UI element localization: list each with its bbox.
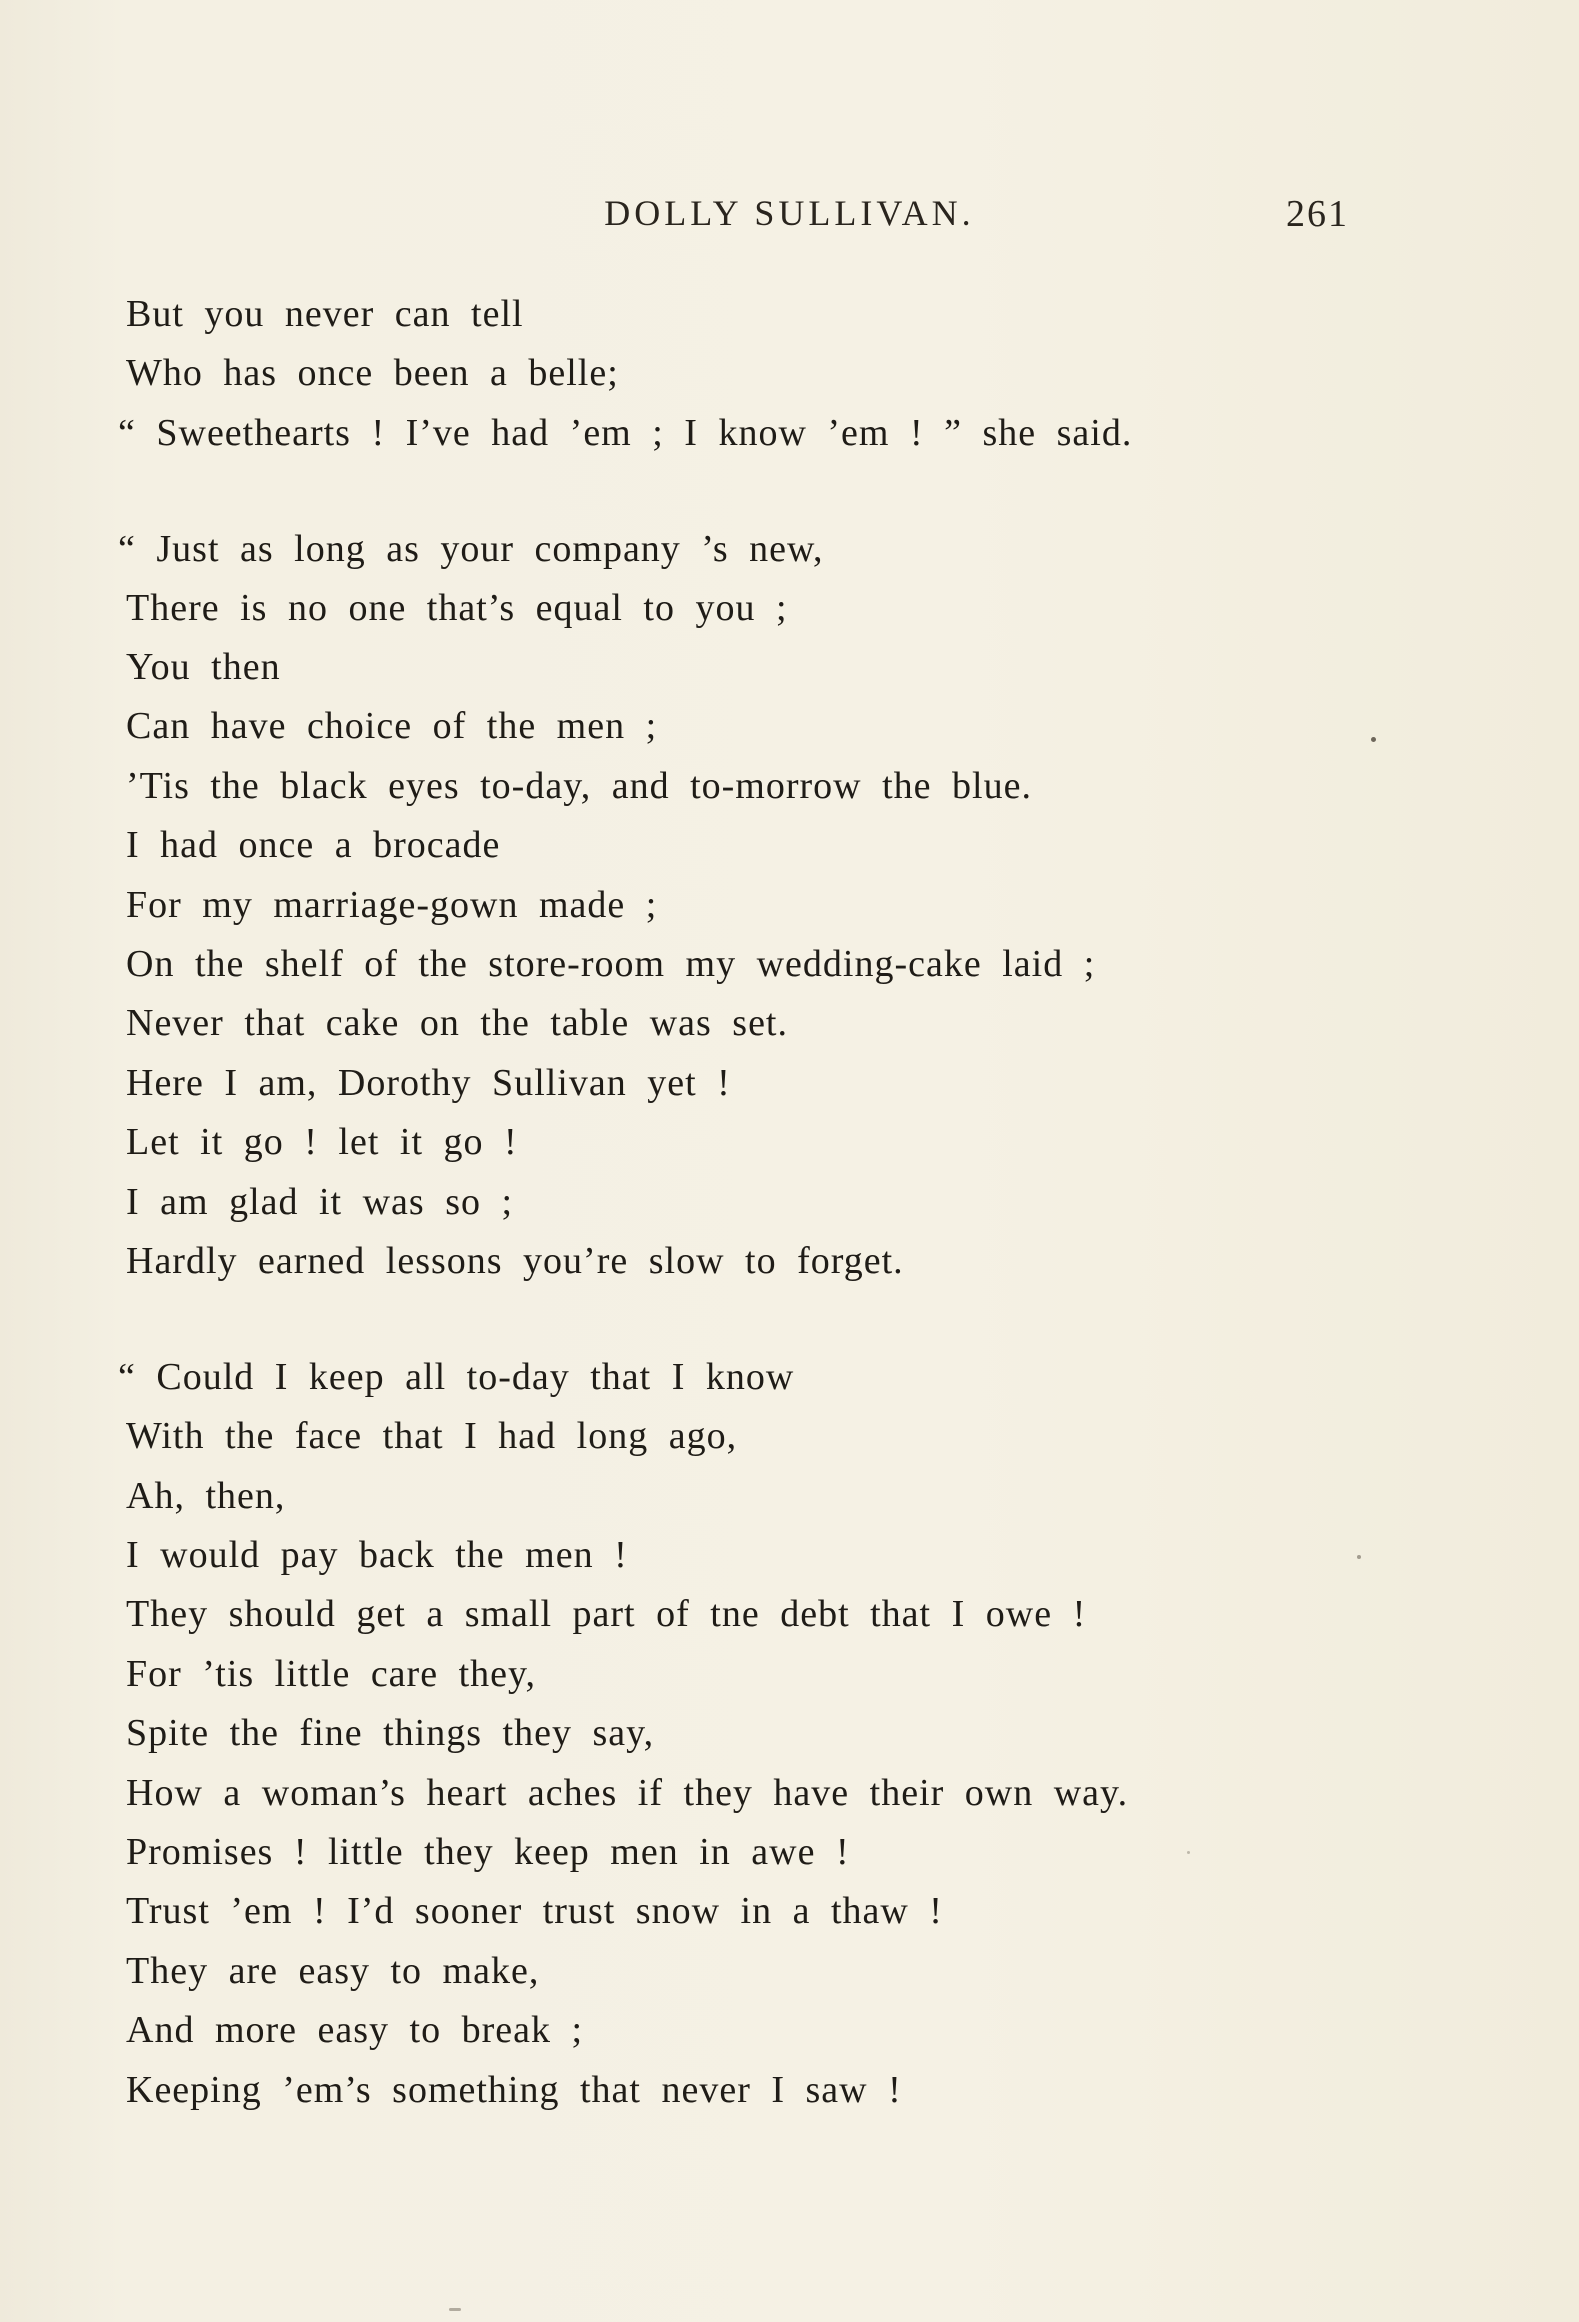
poem-line: Can have choice of the men ; [126, 705, 658, 747]
poem-line: “ Could I keep all to-day that I know [118, 1356, 795, 1398]
poem-line: I am glad it was so ; [126, 1181, 514, 1223]
paper-speck [1357, 1555, 1361, 1559]
poem-line: “ Just as long as your company ’s new, [118, 528, 824, 570]
poem-line: ’Tis the black eyes to-day, and to-morrow the blue. [126, 765, 1032, 807]
poem-line: How a woman’s heart aches if they have their own way. [126, 1772, 1129, 1814]
paper-speck [1187, 1851, 1190, 1854]
poem-line: Let it go ! let it go ! [126, 1121, 518, 1163]
poem-line: Ah, then, [126, 1475, 286, 1517]
poem-line: For ’tis little care they, [126, 1653, 537, 1695]
poem-line: Promises ! little they keep men in awe ! [126, 1831, 850, 1873]
poem-line: Spite the fine things they say, [126, 1712, 655, 1754]
poem-line: I had once a brocade [126, 824, 501, 866]
paper-speck [1371, 737, 1376, 742]
poem-line: Never that cake on the table was set. [126, 1002, 788, 1044]
poem-line: You then [126, 646, 281, 688]
paper-speck [449, 2308, 461, 2311]
poem-line: They are easy to make, [126, 1950, 540, 1992]
poem-line: For my marriage-gown made ; [126, 884, 658, 926]
poem-line: On the shelf of the store-room my wedding-cake laid ; [126, 943, 1096, 985]
poem-line: I would pay back the men ! [126, 1534, 628, 1576]
running-head-title: DOLLY SULLIVAN. [604, 193, 975, 233]
poem-line: But you never can tell [126, 293, 524, 335]
poem-line: “ Sweethearts ! I’ve had ’em ; I know ’em ! ” she said. [118, 412, 1133, 454]
poem-line: And more easy to break ; [126, 2009, 584, 2051]
poem-line: Who has once been a belle; [126, 352, 619, 394]
poem-line: Trust ’em ! I’d sooner trust snow in a thaw ! [126, 1890, 943, 1932]
page-number: 261 [1286, 193, 1349, 235]
poem-line: Keeping ’em’s something that never I saw ! [126, 2069, 902, 2111]
poem-line: There is no one that’s equal to you ; [126, 587, 788, 629]
poem-line: They should get a small part of tne debt that I owe ! [126, 1593, 1087, 1635]
poem-line: With the face that I had long ago, [126, 1415, 738, 1457]
poem-line: Here I am, Dorothy Sullivan yet ! [126, 1062, 731, 1104]
poem-line: Hardly earned lessons you’re slow to forget. [126, 1240, 904, 1282]
